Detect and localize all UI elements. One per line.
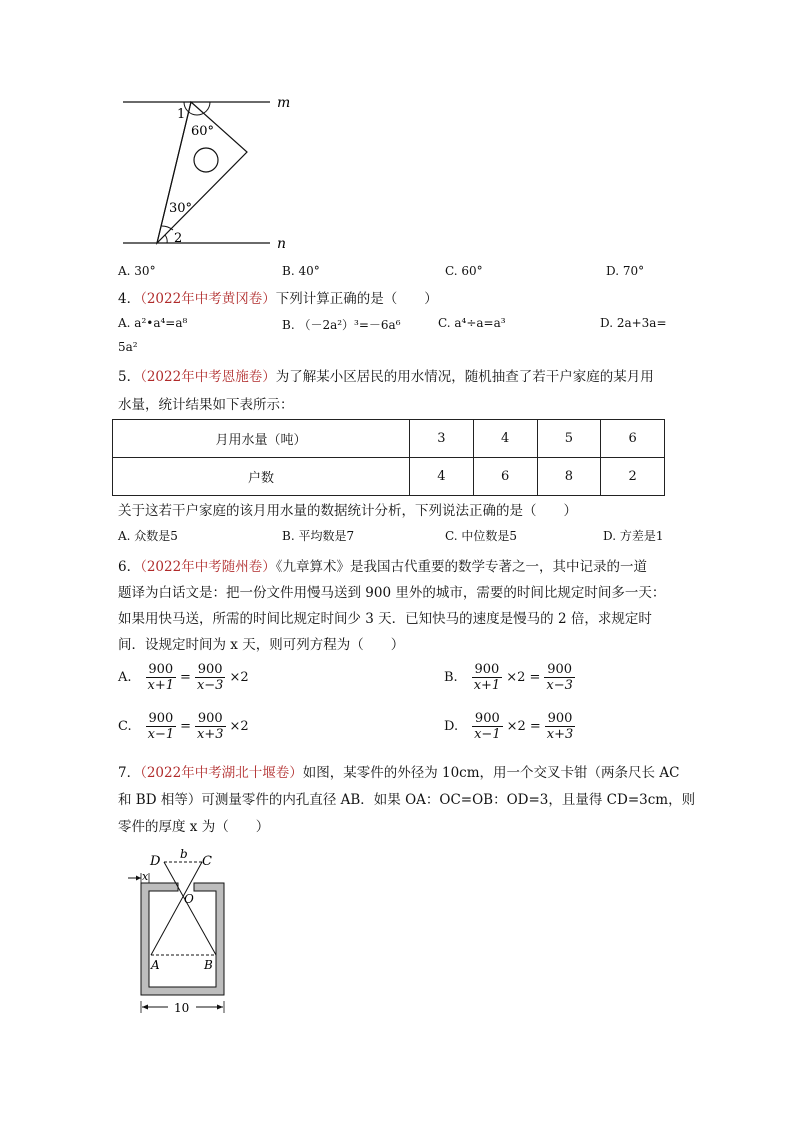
denominator: x−3	[546, 678, 573, 693]
label-angle-60: 60°	[191, 124, 215, 139]
q6-stem-text: 《九章算术》是我国古代重要的数学专著之一，其中记录的一道	[275, 559, 647, 575]
q5-source: （2022年中考恩施卷）	[140, 369, 276, 385]
fraction	[195, 711, 226, 742]
q4-option-d[interactable]: D. 2a+3a=	[600, 316, 667, 330]
q5-stem-line1	[118, 365, 654, 385]
water-usage-table	[112, 419, 665, 496]
label-O: O	[184, 892, 194, 906]
fraction	[472, 711, 503, 742]
q5-option-d[interactable]: D. 方差是1	[603, 529, 664, 543]
numerator: 900	[472, 662, 503, 678]
q3-option-d[interactable]: D. 70°	[606, 264, 645, 278]
fraction	[544, 662, 575, 693]
q4-option-d-cont: 5a²	[118, 340, 138, 354]
fraction	[146, 711, 177, 742]
q5-after-table: 关于这若干户家庭的该月用水量的数据统计分析，下列说法正确的是（ ）	[118, 503, 577, 519]
option-letter: C.	[118, 719, 132, 734]
q6-stem-line3: 如果用快马送，所需的时间比规定时间少 3 天．已知快马的速度是慢马的 2 倍，求规定时	[118, 611, 652, 627]
table-cell: 户数	[113, 458, 410, 496]
table-cell: 5	[537, 420, 601, 458]
numerator: 900	[472, 711, 503, 727]
table-cell: 2	[601, 458, 665, 496]
fraction	[472, 662, 503, 693]
label-angle-1: 1	[177, 107, 186, 122]
q6-option-c[interactable]	[118, 711, 249, 742]
q7-stem-line1	[118, 761, 679, 781]
numerator: 900	[146, 662, 177, 678]
option-letter: B.	[444, 670, 458, 685]
table-row	[113, 420, 665, 458]
table-cell: 3	[410, 420, 474, 458]
numerator: 900	[195, 711, 226, 727]
option-letter: A.	[118, 670, 132, 685]
table-cell: 8	[537, 458, 601, 496]
table-cell: 4	[473, 420, 537, 458]
angle-figure	[115, 92, 305, 252]
q7-stem-line3: 零件的厚度 x 为（ ）	[118, 819, 270, 835]
q5-number: 5．	[118, 369, 141, 385]
denominator: x+3	[197, 727, 224, 742]
table-cell: 4	[410, 458, 474, 496]
label-m: m	[277, 95, 291, 111]
q4-option-b[interactable]: B. （－2a²）³=－6a⁶	[282, 318, 401, 332]
q3-option-a[interactable]: A. 30°	[118, 264, 156, 278]
table-cell: 6	[473, 458, 537, 496]
q4-option-a[interactable]: A. a²•a⁴=a⁸	[118, 316, 188, 330]
numerator: 900	[545, 711, 576, 727]
label-B: B	[204, 958, 213, 972]
times-two-equals: ×2 =	[506, 670, 541, 685]
equals: =	[180, 670, 191, 685]
fraction	[545, 711, 576, 742]
q7-stem-line2: 和 BD 相等）可测量零件的内孔直径 AB．如果 OA：OC=OB：OD=3，且量得 CD=3cm，则	[118, 792, 696, 808]
q5-stem-line2: 水量，统计结果如下表所示：	[118, 397, 294, 413]
numerator: 900	[544, 662, 575, 678]
q4-option-c[interactable]: C. a⁴÷a=a³	[438, 316, 506, 330]
q4-question: 下列计算正确的是（ ）	[275, 291, 438, 307]
q7-number: 7．	[118, 765, 141, 781]
q6-option-b[interactable]	[444, 662, 575, 693]
caliper-figure	[120, 845, 240, 1020]
q5-option-b[interactable]: B. 平均数是7	[282, 529, 355, 543]
q6-source: （2022年中考随州卷）	[140, 559, 276, 575]
q7-stem-text: 如图，某零件的外径为 10cm，用一个交叉卡钳（两条尺长 AC	[302, 765, 680, 781]
fraction	[195, 662, 226, 693]
q6-stem-line2: 题译为白话文是：把一份文件用慢马送到 900 里外的城市，需要的时间比规定时间多一天：	[118, 585, 666, 601]
denominator: x−1	[147, 727, 175, 742]
table-row	[113, 458, 665, 496]
q6-stem-line1	[118, 555, 647, 575]
option-letter: D.	[444, 719, 459, 734]
label-b: b	[180, 847, 188, 861]
times-two-equals: ×2 =	[506, 719, 541, 734]
numerator: 900	[146, 711, 177, 727]
q5-option-c[interactable]: C. 中位数是5	[445, 529, 518, 543]
denominator: x+3	[546, 727, 574, 742]
label-width: 10	[174, 1001, 190, 1015]
label-angle-2: 2	[174, 231, 183, 246]
numerator: 900	[195, 662, 226, 678]
q4-number: 4．	[118, 291, 141, 307]
equals: =	[180, 719, 192, 734]
denominator: x+1	[147, 678, 175, 693]
denominator: x−3	[196, 678, 224, 693]
label-n: n	[277, 236, 287, 252]
q6-stem-line4: 间．设规定时间为 x 天，则可列方程为（ ）	[118, 637, 405, 653]
q3-option-c[interactable]: C. 60°	[445, 264, 483, 278]
q5-stem-text: 为了解某小区居民的用水情况，随机抽查了若干户家庭的某月用	[275, 369, 654, 385]
q5-option-a[interactable]: A. 众数是5	[118, 529, 178, 543]
q6-option-a[interactable]	[118, 662, 249, 693]
label-angle-30: 30°	[169, 201, 193, 216]
denominator: x+1	[473, 678, 501, 693]
table-cell: 月用水量（吨）	[113, 420, 410, 458]
q4-source: （2022年中考黄冈卷）	[140, 291, 276, 307]
q7-source: （2022年中考湖北十堰卷）	[140, 765, 303, 781]
label-x: x	[142, 870, 149, 883]
fraction	[146, 662, 177, 693]
denominator: x−1	[474, 727, 501, 742]
q3-option-b[interactable]: B. 40°	[282, 264, 320, 278]
label-D: D	[150, 854, 161, 869]
times-two: ×2	[229, 719, 249, 734]
times-two: ×2	[229, 670, 249, 685]
q6-option-d[interactable]	[444, 711, 575, 742]
label-C: C	[202, 854, 212, 869]
q4-stem	[118, 287, 438, 307]
label-A: A	[151, 958, 160, 972]
table-cell: 6	[601, 420, 665, 458]
q6-number: 6．	[118, 559, 141, 575]
